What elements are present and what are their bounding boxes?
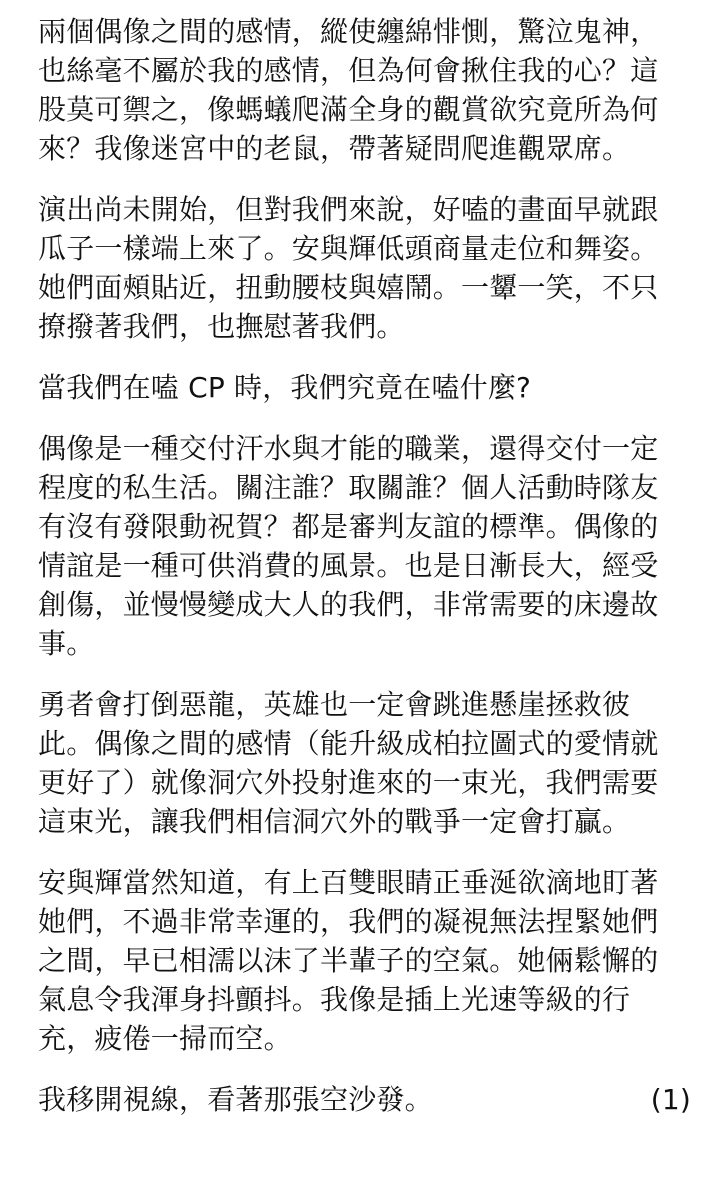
paragraph-1 (38, 12, 699, 168)
paragraph-7 (38, 1080, 699, 1119)
text-line: 演出尚未開始，但對我們來說，好嗑的畫面早就跟 (38, 193, 659, 226)
text-line: 充，疲倦一掃而空。 (38, 1022, 292, 1055)
text-line: 瓜子一樣端上來了。安與輝低頭商量走位和舞姿。 (38, 232, 659, 265)
text-line: 更好了）就像洞穴外投射進來的一束光，我們需要 (38, 766, 659, 799)
text-line: 情誼是一種可供消費的風景。也是日漸長大，經受 (38, 549, 659, 582)
text-line: 創傷，並慢慢變成大人的我們，非常需要的床邊故 (38, 588, 659, 621)
text-line: 之間，早已相濡以沫了半輩子的空氣。她倆鬆懈的 (38, 944, 659, 977)
text-line: 勇者會打倒惡龍，英雄也一定會跳進懸崖拯救彼 (38, 688, 631, 721)
paragraph-2 (38, 190, 699, 346)
text-line: 有沒有發限動祝賀？都是審判友誼的標準。偶像的 (38, 510, 659, 543)
text-line: 我移開視線，看著那張空沙發。 (38, 1083, 433, 1116)
text-line: 此。偶像之間的感情（能升級成柏拉圖式的愛情就 (38, 727, 659, 760)
paragraph-3 (38, 368, 699, 407)
text-line: 事。 (38, 627, 95, 660)
page-marker: (1) (650, 1083, 691, 1116)
paragraph-4 (38, 429, 699, 663)
text-line: 程度的私生活。關注誰？取關誰？個人活動時隊友 (38, 471, 659, 504)
paragraph-5 (38, 685, 699, 841)
text-line: 安與輝當然知道，有上百雙眼睛正垂涎欲滴地盯著 (38, 866, 659, 899)
paragraph-6 (38, 863, 699, 1058)
text-line: 兩個偶像之間的感情，縱使纏綿悱惻，驚泣鬼神， (38, 15, 659, 48)
text-line: 她們面頰貼近，扭動腰枝與嬉鬧。一顰一笑，不只 (38, 271, 659, 304)
text-line: 股莫可禦之，像螞蟻爬滿全身的觀賞欲究竟所為何 (38, 93, 659, 126)
text-line: 來？我像迷宮中的老鼠，帶著疑問爬進觀眾席。 (38, 132, 631, 165)
text-line: 偶像是一種交付汗水與才能的職業，還得交付一定 (38, 432, 659, 465)
text-line: 這束光，讓我們相信洞穴外的戰爭一定會打贏。 (38, 805, 631, 838)
text-line: 當我們在嗑 CP 時，我們究竟在嗑什麼? (38, 371, 532, 404)
text-line: 也絲毫不屬於我的感情，但為何會揪住我的心？這 (38, 54, 659, 87)
text-line: 她們，不過非常幸運的，我們的凝視無法捏緊她們 (38, 905, 659, 938)
text-line: 氣息令我渾身抖顫抖。我像是插上光速等級的行 (38, 983, 631, 1016)
text-line: 撩撥著我們，也撫慰著我們。 (38, 310, 405, 343)
